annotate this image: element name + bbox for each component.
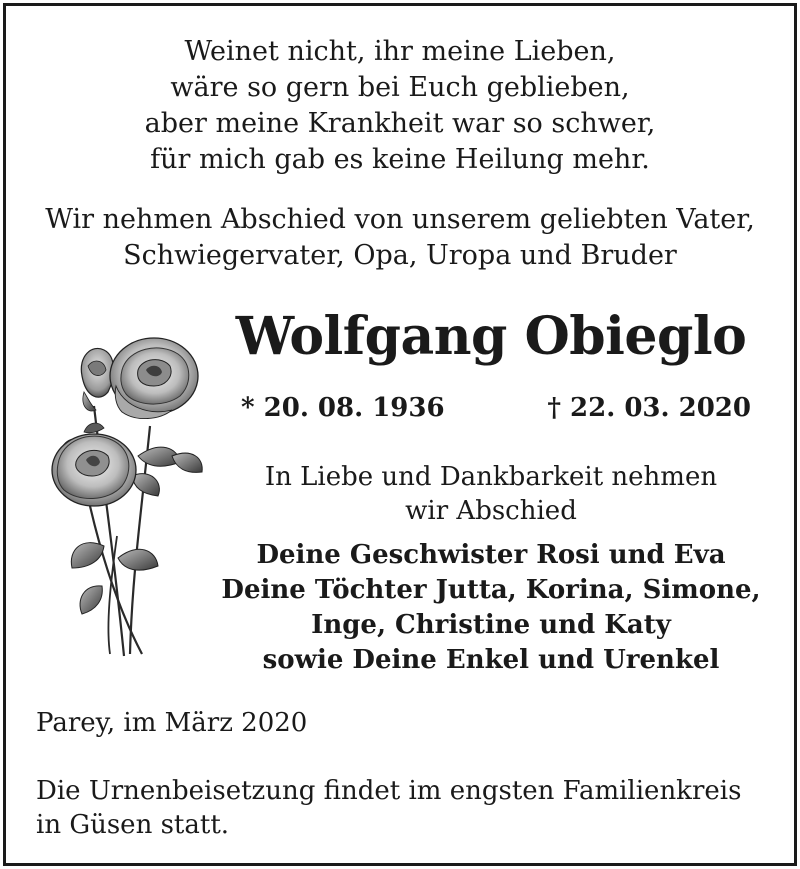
love-text	[221, 460, 761, 528]
poem-line: aber meine Krankheit war so schwer,	[144, 108, 656, 139]
notice-line: in Güsen statt.	[36, 810, 230, 840]
poem	[6, 34, 794, 178]
family-line: sowie Deine Enkel und Urenkel	[262, 645, 720, 675]
family-line: Deine Töchter Jutta, Korina, Simone,	[221, 575, 761, 605]
poem-line: Weinet nicht, ihr meine Lieben,	[184, 36, 616, 67]
birth-date: * 20. 08. 1936	[241, 393, 445, 423]
poem-line: wäre so gern bei Euch geblieben,	[170, 72, 630, 103]
death-date: † 22. 03. 2020	[547, 393, 751, 423]
love-line: In Liebe und Dankbarkeit nehmen	[264, 462, 718, 492]
farewell-text	[6, 202, 794, 274]
love-line: wir Abschied	[405, 496, 577, 526]
farewell-line: Schwiegervater, Opa, Uropa und Bruder	[123, 240, 677, 271]
family-line: Inge, Christine und Katy	[311, 610, 671, 640]
place-date: Parey, im März 2020	[36, 708, 308, 738]
notice-line: Die Urnenbeisetzung findet im engsten Familienkreis	[36, 776, 742, 806]
family-list	[211, 538, 771, 678]
poem-line: für mich gab es keine Heilung mehr.	[150, 144, 650, 175]
deceased-name: Wolfgang Obieglo	[235, 306, 747, 367]
farewell-line: Wir nehmen Abschied von unserem geliebten Vater,	[45, 204, 755, 235]
family-line: Deine Geschwister Rosi und Eva	[256, 540, 726, 570]
burial-notice	[36, 774, 741, 842]
obituary-frame	[3, 3, 797, 866]
roses-icon	[32, 336, 222, 666]
